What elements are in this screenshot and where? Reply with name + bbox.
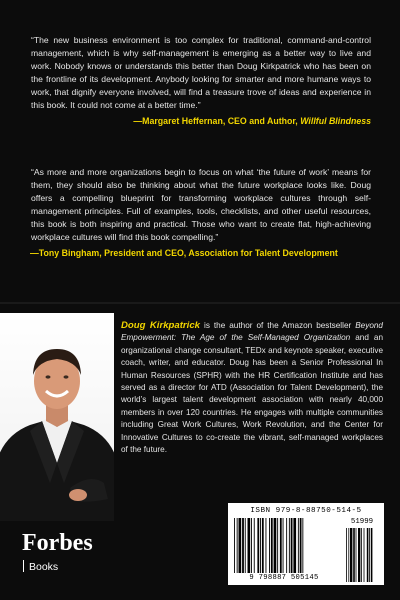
- isbn-barcode: [228, 503, 384, 585]
- quote-text: “The new business environment is too complex for traditional, command-and-control management, which is why self-management is emerging as a better way to live and work. Nobody knows or understands this better than Doug Kirkpatrick who has been on the frontline of its development. Anybody looking for smarter and more humane ways to work, that dignify everyone involved, will find a treasure trove of ideas and experience in this book. It could not come at a better time.”: [31, 35, 371, 111]
- bio-intro: is the author of the Amazon bestseller: [200, 321, 356, 330]
- barcode-digits: 9 798887 505145: [249, 574, 319, 582]
- bio-text: and an organizational change consultant, TEDx and keynote speaker, executive coach, writer, and educator. Doug has been a Senior Professional In Human Resources (SPHR) with the HR Certification Institute and has served as a director for ATD (Association for Talent Development), the world’s largest talent development association with nearly 40,000 members in over 120 countries. He engages with multiple communities including Great Work Cultures, Work Revolution, and the Center for Innovative Cultures to co-create the vibrant, self-managed workplaces of the future.: [121, 333, 384, 455]
- publisher-logo: Forbes: [22, 530, 93, 556]
- attribution-name: Tony Bingham, President and CEO, Association for Talent Development: [38, 247, 338, 258]
- quote-attribution: [30, 247, 371, 259]
- bio-book-title: Beyond Empowerment: The Age of the Self-Managed Organization: [121, 321, 383, 343]
- quote-bingham: [31, 166, 371, 259]
- attribution-dash: —: [133, 115, 143, 126]
- imprint-label: Books: [29, 561, 59, 573]
- quote-heffernan: [31, 34, 371, 127]
- quote-text: “As more and more organizations begin to focus on what ‘the future of work’ means for them, they should also be thinking about what the future workplace looks like. Doug offers a compelling blueprint for transforming workplace cultures through self-management principles. Full of examples, tools, checklists, and other useful resources, this book is both inspiring and practical. Those who want to create flat, high-achieving workplace cultures will find this book compelling.”: [31, 167, 371, 243]
- attribution-book: Willful Blindness: [300, 115, 371, 126]
- isbn-number: ISBN 979-8-88750-514-5: [250, 507, 362, 515]
- attribution-dash: —: [30, 247, 39, 258]
- section-divider: [0, 302, 400, 304]
- publisher-imprint: [23, 560, 58, 574]
- author-bio: [121, 320, 383, 456]
- attribution-name: Margaret Heffernan, CEO and Author,: [142, 115, 301, 126]
- bio-author-name: Doug Kirkpatrick: [121, 320, 201, 331]
- quote-attribution: [31, 115, 371, 127]
- author-portrait-icon: [0, 313, 114, 521]
- imprint-bar: [23, 560, 24, 572]
- barcode-bars-icon: [228, 503, 384, 585]
- author-photo: [0, 313, 114, 521]
- price-addon-number: 51999: [350, 518, 374, 526]
